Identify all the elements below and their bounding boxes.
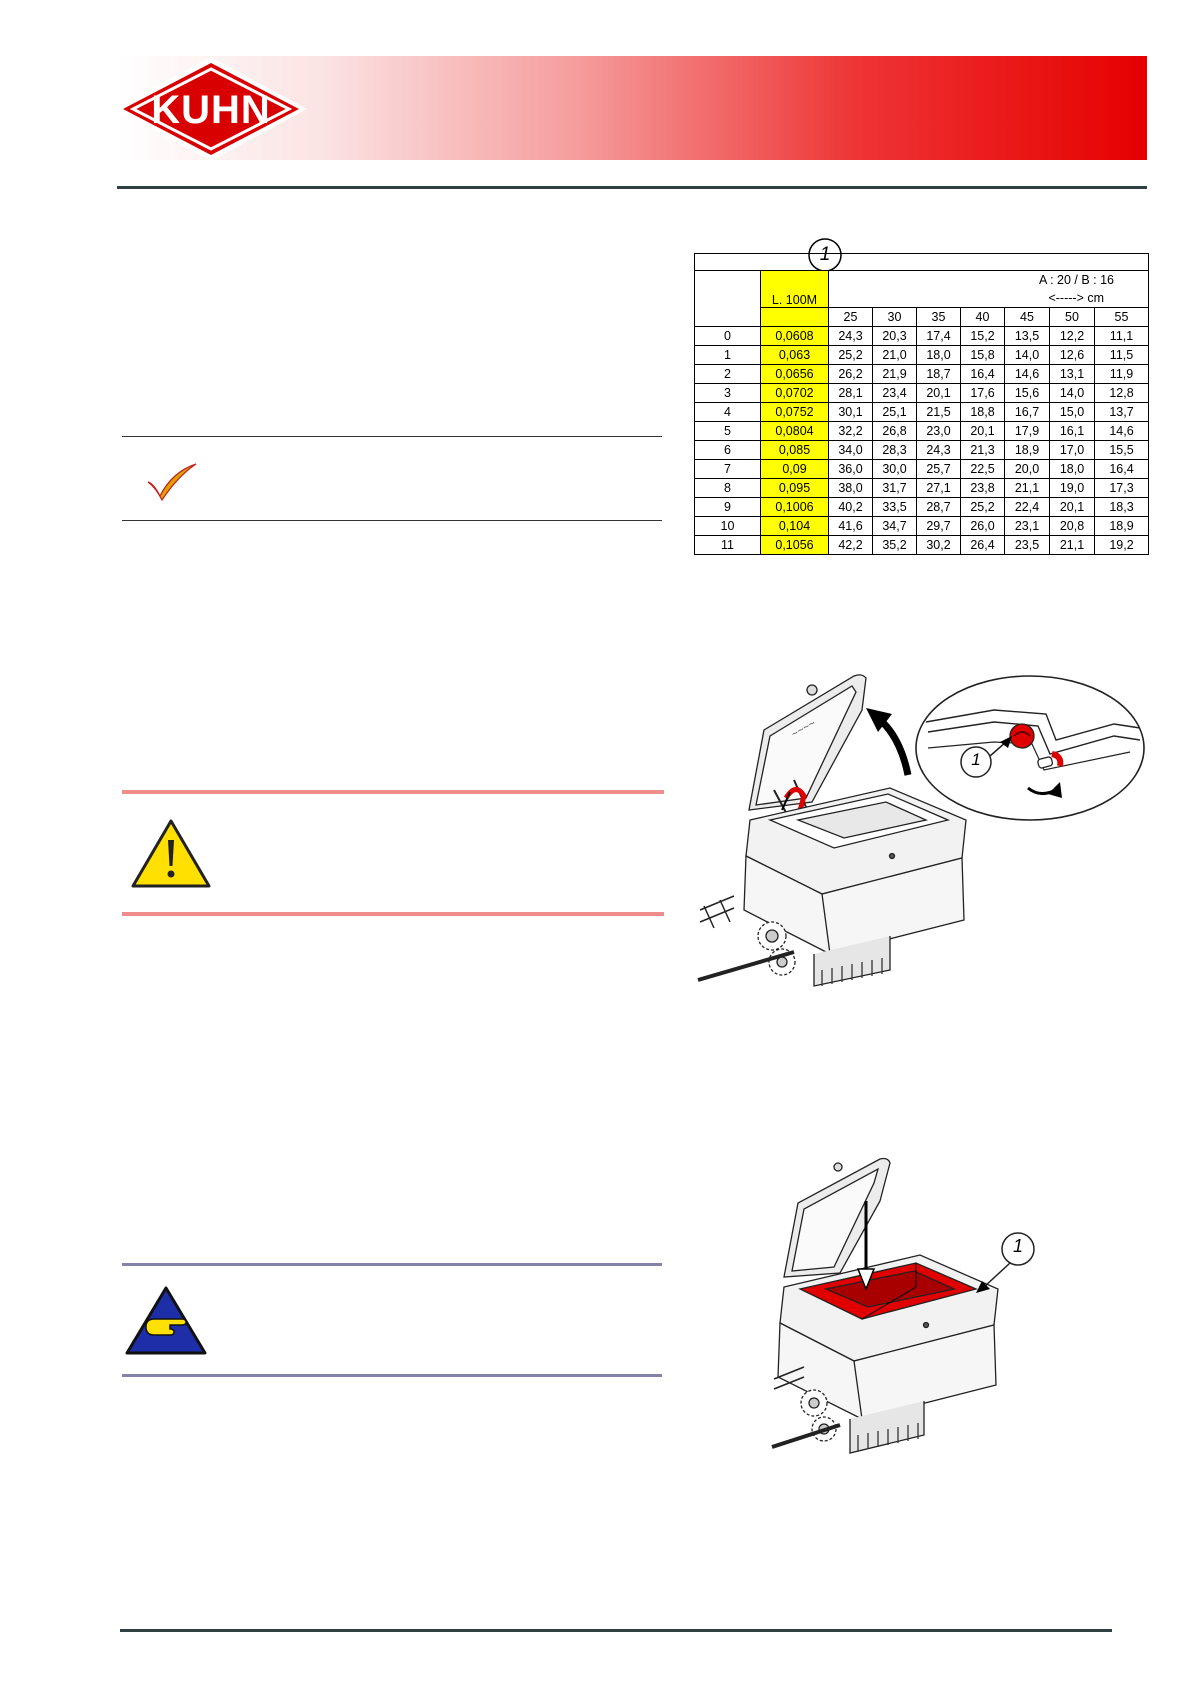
value-cell: 12,2 (1050, 327, 1095, 346)
value-cell: 35,2 (873, 536, 917, 555)
setting-cell: 5 (695, 422, 761, 441)
seed-rate-table (694, 253, 1149, 555)
spacing-header-cell: 50 (1050, 308, 1095, 327)
setting-cell: 10 (695, 517, 761, 536)
table-row (695, 498, 1149, 517)
value-cell: 26,2 (829, 365, 873, 384)
spacing-header-cell: 55 (1095, 308, 1149, 327)
spacing-header-cell: 25 (829, 308, 873, 327)
l100m-cell: 0,1006 (761, 498, 829, 517)
value-cell: 21,9 (873, 365, 917, 384)
value-cell: 13,7 (1095, 403, 1149, 422)
tip-rule-top (122, 436, 662, 437)
table-row (695, 327, 1149, 346)
value-cell: 23,0 (917, 422, 961, 441)
value-cell: 18,0 (917, 346, 961, 365)
l100m-cell: 0,104 (761, 517, 829, 536)
value-cell: 15,2 (961, 327, 1005, 346)
value-cell: 23,8 (961, 479, 1005, 498)
value-cell: 34,7 (873, 517, 917, 536)
value-cell: 26,0 (961, 517, 1005, 536)
setting-cell: 9 (695, 498, 761, 517)
l100m-cell: 0,085 (761, 441, 829, 460)
spacing-header-cell: 40 (961, 308, 1005, 327)
value-cell: 11,5 (1095, 346, 1149, 365)
table-callout-number: 1 (819, 244, 831, 265)
warning-rule-bottom (122, 912, 664, 916)
value-cell: 20,1 (961, 422, 1005, 441)
value-cell: 20,3 (873, 327, 917, 346)
value-cell: 28,3 (873, 441, 917, 460)
warning-rule-top (122, 790, 664, 794)
value-cell: 31,7 (873, 479, 917, 498)
value-cell: 22,5 (961, 460, 1005, 479)
value-cell: 25,2 (829, 346, 873, 365)
table-row (695, 365, 1149, 384)
note-rule-top (122, 1263, 662, 1266)
value-cell: 16,4 (961, 365, 1005, 384)
value-cell: 15,0 (1050, 403, 1095, 422)
value-cell: 19,2 (1095, 536, 1149, 555)
l100m-blank (761, 308, 829, 327)
value-cell: 28,7 (917, 498, 961, 517)
value-cell: 14,6 (1005, 365, 1050, 384)
value-cell: 20,8 (1050, 517, 1095, 536)
setting-header-cell (695, 271, 761, 327)
l100m-header: L. 100M (761, 271, 829, 308)
l100m-cell: 0,0752 (761, 403, 829, 422)
value-cell: 21,1 (1005, 479, 1050, 498)
table-row (695, 536, 1149, 555)
config-label: A : 20 / B : 16 (829, 271, 1149, 290)
value-cell: 17,3 (1095, 479, 1149, 498)
value-cell: 18,7 (917, 365, 961, 384)
value-cell: 11,1 (1095, 327, 1149, 346)
value-cell: 17,9 (1005, 422, 1050, 441)
value-cell: 25,7 (917, 460, 961, 479)
value-cell: 15,6 (1005, 384, 1050, 403)
value-cell: 27,1 (917, 479, 961, 498)
value-cell: 28,1 (829, 384, 873, 403)
value-cell: 36,0 (829, 460, 873, 479)
note-rule-bottom (122, 1374, 662, 1377)
value-cell: 32,2 (829, 422, 873, 441)
value-cell: 26,4 (961, 536, 1005, 555)
setting-cell: 1 (695, 346, 761, 365)
unit-label: <-----> cm (829, 289, 1149, 308)
setting-cell: 8 (695, 479, 761, 498)
value-cell: 14,6 (1095, 422, 1149, 441)
value-cell: 21,5 (917, 403, 961, 422)
table-row (695, 479, 1149, 498)
value-cell: 21,0 (873, 346, 917, 365)
l100m-cell: 0,09 (761, 460, 829, 479)
value-cell: 18,9 (1005, 441, 1050, 460)
spacing-header-cell: 45 (1005, 308, 1050, 327)
value-cell: 12,8 (1095, 384, 1149, 403)
l100m-cell: 0,0804 (761, 422, 829, 441)
value-cell: 33,5 (873, 498, 917, 517)
value-cell: 30,0 (873, 460, 917, 479)
svg-text:~~~~: ~~~~ (789, 717, 818, 741)
value-cell: 38,0 (829, 479, 873, 498)
header-rule (117, 186, 1147, 189)
check-icon (144, 458, 200, 502)
setting-cell: 0 (695, 327, 761, 346)
value-cell: 24,3 (917, 441, 961, 460)
value-cell: 16,1 (1050, 422, 1095, 441)
logo-text: KUHN (151, 88, 271, 132)
value-cell: 13,1 (1050, 365, 1095, 384)
value-cell: 23,4 (873, 384, 917, 403)
value-cell: 29,7 (917, 517, 961, 536)
spacing-header-cell: 35 (917, 308, 961, 327)
value-cell: 11,9 (1095, 365, 1149, 384)
value-cell: 14,0 (1005, 346, 1050, 365)
l100m-cell: 0,063 (761, 346, 829, 365)
value-cell: 30,1 (829, 403, 873, 422)
setting-cell: 7 (695, 460, 761, 479)
table-row (695, 422, 1149, 441)
value-cell: 40,2 (829, 498, 873, 517)
table-row (695, 384, 1149, 403)
setting-cell: 3 (695, 384, 761, 403)
value-cell: 20,1 (1050, 498, 1095, 517)
setting-cell: 11 (695, 536, 761, 555)
hopper-tray-illustration (770, 1157, 1090, 1508)
value-cell: 21,1 (1050, 536, 1095, 555)
value-cell: 30,2 (917, 536, 961, 555)
figure1-callout-number: 1 (971, 750, 981, 769)
value-cell: 16,7 (1005, 403, 1050, 422)
table-row (695, 460, 1149, 479)
value-cell: 19,0 (1050, 479, 1095, 498)
value-cell: 42,2 (829, 536, 873, 555)
value-cell: 34,0 (829, 441, 873, 460)
hopper-open-illustration (694, 670, 1164, 1032)
pointing-hand-icon (124, 1285, 208, 1357)
value-cell: 41,6 (829, 517, 873, 536)
value-cell: 24,3 (829, 327, 873, 346)
value-cell: 17,4 (917, 327, 961, 346)
value-cell: 15,5 (1095, 441, 1149, 460)
value-cell: 15,8 (961, 346, 1005, 365)
warning-icon (130, 818, 212, 890)
value-cell: 21,3 (961, 441, 1005, 460)
table-row (695, 517, 1149, 536)
figure2-callout-number: 1 (1012, 1236, 1023, 1256)
value-cell: 25,2 (961, 498, 1005, 517)
value-cell: 25,1 (873, 403, 917, 422)
tip-rule-bottom (122, 520, 662, 521)
table-row (695, 403, 1149, 422)
l100m-cell: 0,0656 (761, 365, 829, 384)
setting-cell: 4 (695, 403, 761, 422)
setting-cell: 2 (695, 365, 761, 384)
value-cell: 16,4 (1095, 460, 1149, 479)
value-cell: 18,8 (961, 403, 1005, 422)
value-cell: 17,6 (961, 384, 1005, 403)
table-row (695, 441, 1149, 460)
table-title-row (695, 254, 1149, 271)
value-cell: 23,5 (1005, 536, 1050, 555)
value-cell: 18,9 (1095, 517, 1149, 536)
l100m-cell: 0,0702 (761, 384, 829, 403)
l100m-cell: 0,0608 (761, 327, 829, 346)
l100m-cell: 0,1056 (761, 536, 829, 555)
value-cell: 18,3 (1095, 498, 1149, 517)
l100m-cell: 0,095 (761, 479, 829, 498)
value-cell: 14,0 (1050, 384, 1095, 403)
value-cell: 20,1 (917, 384, 961, 403)
setting-cell: 6 (695, 441, 761, 460)
spacing-header-cell: 30 (873, 308, 917, 327)
value-cell: 17,0 (1050, 441, 1095, 460)
value-cell: 26,8 (873, 422, 917, 441)
value-cell: 13,5 (1005, 327, 1050, 346)
value-cell: 18,0 (1050, 460, 1095, 479)
kuhn-logo (113, 55, 309, 163)
table-row (695, 346, 1149, 365)
value-cell: 20,0 (1005, 460, 1050, 479)
value-cell: 12,6 (1050, 346, 1095, 365)
value-cell: 22,4 (1005, 498, 1050, 517)
value-cell: 23,1 (1005, 517, 1050, 536)
footer-rule (120, 1629, 1112, 1632)
